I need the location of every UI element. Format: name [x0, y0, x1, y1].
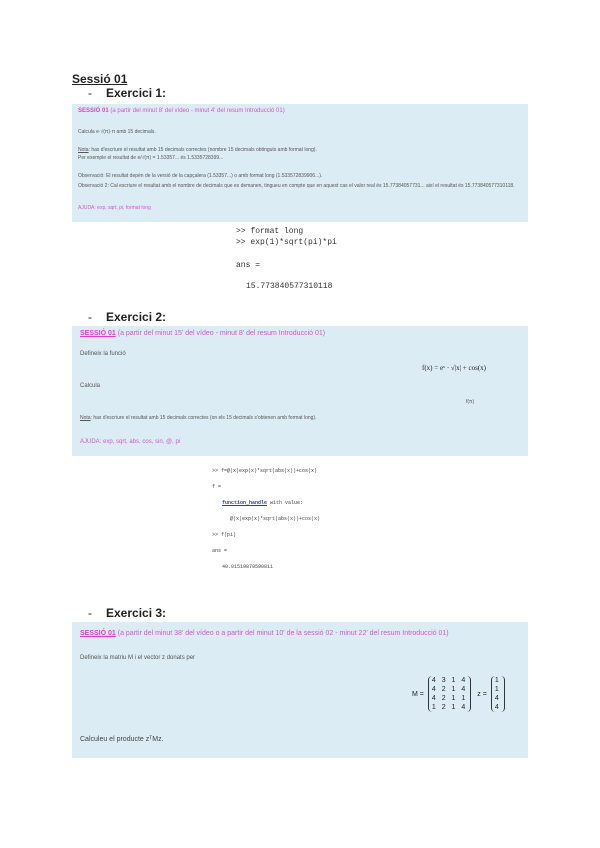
calc-line: Calcula e·√(π)·π amb 15 decimals.	[78, 129, 156, 135]
matrix-row: 4 2 1 1	[431, 695, 468, 702]
ajuda-line: AJUDA: exp, sqrt, abs, cos, sin, @, pi	[80, 439, 181, 445]
define-line: Defineix la funció	[80, 351, 126, 357]
exercise-1-heading	[88, 86, 166, 100]
console-output-2	[212, 467, 320, 571]
console-line: >> exp(1)*sqrt(pi)*pi	[236, 238, 337, 247]
session-label: SESSIÓ 01	[80, 630, 116, 637]
product-line: Calculeu el producte zᵀMz.	[80, 736, 164, 743]
note-line	[78, 146, 518, 154]
console-ans: ans =	[236, 261, 261, 270]
f-pi: f(π)	[466, 399, 475, 405]
exercise-1-header	[78, 107, 285, 115]
session-label: SESSIÓ 01	[80, 330, 116, 337]
matrix-m	[428, 676, 471, 712]
note-line	[80, 414, 520, 422]
exercise-2-header	[80, 330, 325, 337]
observation-2: Observació 2: Cal escriure el resultat amb el nombre de decimals que es demanen, tingueu en compte que en aquest cas el valor real és 15.77384057731... així el resultat és 15.773840577310118.	[78, 183, 515, 189]
console-line: >> f(pi)	[212, 532, 237, 538]
function-handle-link[interactable]: function_handle	[222, 500, 268, 506]
example-line: Per exemple el resultat de e/√(π) = 1.53357... és 1.5335728399...	[78, 155, 224, 161]
console-value: 40.01519879590811	[222, 564, 274, 570]
session-timing: (a partir del minut 8' del vídeo - minut 4' del resum Introducció 01)	[110, 108, 285, 114]
exercise-3-title: Exercici 3:	[106, 606, 167, 620]
console-ans: ans =	[212, 548, 228, 554]
bullet-dash: -	[88, 310, 92, 324]
function-formula: f(x) = eˣ · √|x| + cos(x)	[422, 364, 486, 372]
vector-entry: 4	[494, 704, 501, 711]
session-label: SESSIÓ 01	[78, 108, 109, 114]
note-text: : has d'escriure el resultat amb 15 decimals correctes (nombre 15 decimals obtinguts amb format long).	[88, 147, 317, 153]
console-line: f =	[212, 484, 222, 490]
handle-line	[212, 499, 320, 507]
handle-rest: with value:	[267, 500, 304, 506]
vector-entry: 1	[494, 686, 501, 693]
calcula-line: Calcula	[80, 383, 101, 389]
exercise-3-heading	[88, 606, 166, 620]
exercise-3-header	[80, 630, 530, 637]
bullet-dash: -	[88, 606, 92, 620]
console-output-1	[236, 226, 337, 292]
console-value: 15.773840577310118	[246, 282, 333, 291]
matrix-row: 1 2 1 4	[431, 704, 468, 711]
note-text: : has d'escriure el resultat amb 15 decimals correctes (on els 15 decimals s'obtenen amb format long).	[90, 415, 317, 421]
matrix-label: M =	[412, 690, 424, 698]
exercise-2-box	[72, 326, 528, 456]
exercise-1-title: Exercici 1:	[106, 86, 167, 100]
vector-entry: 4	[494, 695, 501, 702]
bullet-dash: -	[88, 86, 92, 100]
exercise-3-box	[72, 622, 528, 758]
observation-1: Observació: El resultat depèn de la versió de la capçalera (1.53357...) o amb format long (1.533572839906...).	[78, 173, 323, 179]
console-line: @(x)exp(x)*sqrt(abs(x))+cos(x)	[230, 516, 321, 522]
exercise-2-heading	[88, 310, 166, 324]
note-label: Nota	[80, 415, 91, 421]
note-label: Nota	[78, 147, 89, 153]
page-title: Sessió 01	[72, 72, 128, 86]
exercise-2-title: Exercici 2:	[106, 310, 167, 324]
session-timing: (a partir del minut 38' del vídeo o a partir del minut 10' de la sessió 02 - minut 22' del resum Introducció 01)	[117, 630, 449, 637]
define-line: Defineix la matriu M i el vector z donats per	[80, 655, 196, 661]
vector-entry: 1	[494, 677, 501, 684]
matrix-row: 4 3 1 4	[431, 677, 468, 684]
ajuda-line: AJUDA: exp, sqrt, pi, format long	[78, 205, 151, 211]
matrix-row: 4 2 1 4	[431, 686, 468, 693]
vector-label: z =	[477, 690, 487, 698]
session-timing: (a partir del minut 15' del vídeo - minut 8' del resum Introducció 01)	[117, 330, 326, 337]
console-line: >> format long	[236, 227, 304, 236]
exercise-1-box	[72, 104, 528, 222]
matrix-group	[412, 676, 505, 712]
console-line: >> f=@(x)exp(x)*sqrt(abs(x))+cos(x)	[212, 468, 318, 474]
vector-z	[491, 676, 505, 712]
